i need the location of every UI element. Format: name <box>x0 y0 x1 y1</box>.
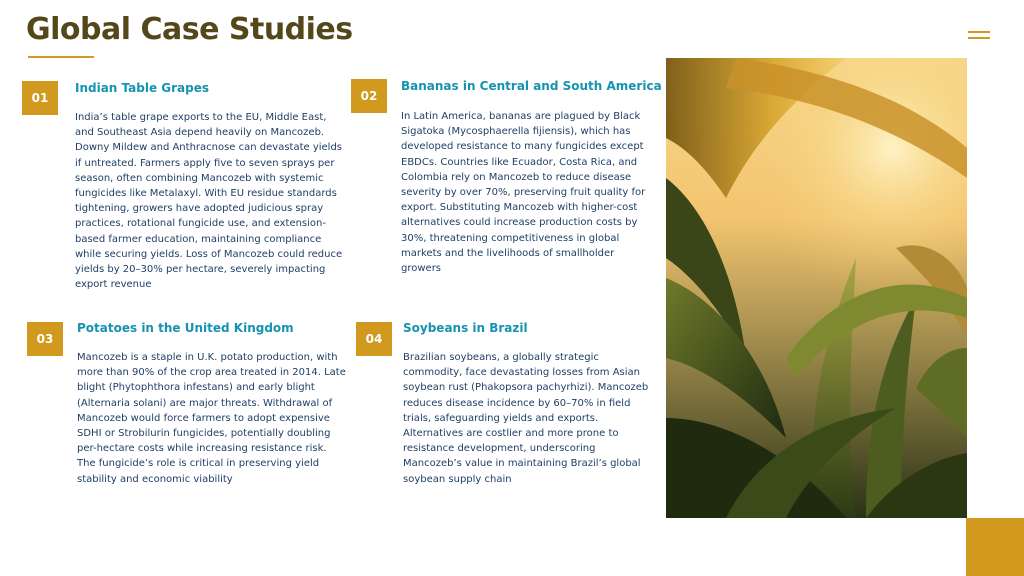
case-number: 01 <box>31 91 49 105</box>
corner-accent-block <box>966 518 1024 576</box>
case-body-soybeans-brazil: Brazilian soybeans, a globally strategic commodity, face devastating losses from Asian soybean rust (Phakopsora pachyrhizi). Mancozeb reduces disease incidence by 60–70% in field trials, safeguarding yields and exports. Alternatives are costlier and more prone to resistance development, underscoring Mancozeb’s value in maintaining Brazil’s global soybean supply chain <box>403 352 649 485</box>
corn-field-photo <box>666 58 967 518</box>
page-title: Global Case Studies <box>26 12 353 47</box>
case-title-soybeans-brazil: Soybeans in Brazil <box>403 321 528 335</box>
case-number-badge-04 <box>356 322 392 356</box>
case-number-badge-01 <box>22 81 58 115</box>
case-title-indian-table-grapes: Indian Table Grapes <box>75 81 210 95</box>
case-number: 04 <box>365 332 383 346</box>
hamburger-icon[interactable] <box>968 31 990 39</box>
case-number: 02 <box>360 89 378 103</box>
case-number-badge-03 <box>27 322 63 356</box>
case-title-potatoes-uk: Potatoes in the United Kingdom <box>77 321 294 335</box>
case-body-bananas: In Latin America, bananas are plagued by Black Sigatoka (Mycosphaerella fijiensis), which has developed resistance to many fungicides except EBDCs. Countries like Ecuador, Costa Rica, and Colombia rely on Mancozeb to reduce disease severity by over 70%, preserving fruit quality for export. Substituting Mancozeb with higher-cost alternatives could increase production costs by 30%, threatening competitiveness in global markets and the livelihoods of smallholder growers <box>401 111 646 275</box>
case-title-bananas: Bananas in Central and South America <box>401 79 662 93</box>
case-body-indian-table-grapes: India’s table grape exports to the EU, Middle East, and Southeast Asia depend heavily on Mancozeb. Downy Mildew and Anthracnose can devastate yields if untreated. Farmers apply five to seven sprays per season, often combining Mancozeb with systemic fungicides like Metalaxyl. With EU residue standards tightening, growers have adopted judicious spray practices, rotational fungicide use, and extension-based farmer education, maintaining compliance while securing yields. Loss of Mancozeb could reduce yields by 20–30% per hectare, severely impacting export revenue <box>75 112 343 291</box>
case-number-badge-02 <box>351 79 387 113</box>
case-body-potatoes-uk: Mancozeb is a staple in U.K. potato production, with more than 90% of the crop area treated in 2014. Late blight (Phytophthora infestans) and early blight (Alternaria solani) are major threats. Withdrawal of Mancozeb would force farmers to adopt expensive SDHI or Strobilurin fungicides, potentially doubling per-hectare costs while increasing resistance risk. The fungicide’s role is critical in preserving yield stability and economic viability <box>77 352 346 485</box>
case-number: 03 <box>36 332 54 346</box>
title-underline <box>28 56 94 58</box>
corn-leaves-illustration <box>666 58 967 518</box>
